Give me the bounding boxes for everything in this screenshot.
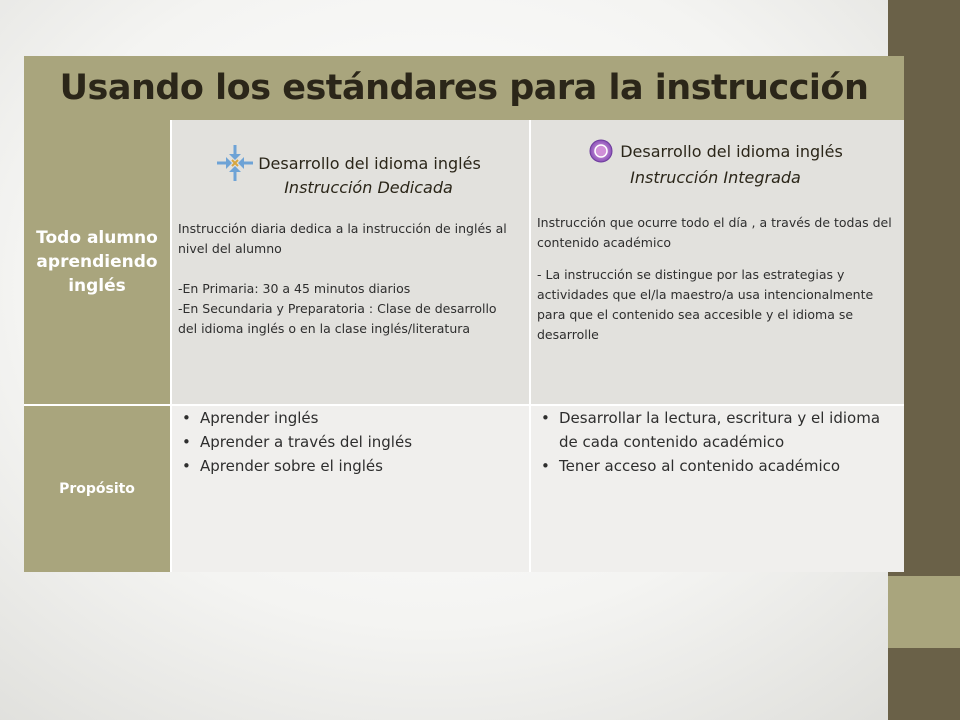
dedicada-heading-line	[178, 144, 519, 182]
integrada-description-cell	[529, 120, 904, 404]
dedicada-purpose-cell	[170, 404, 529, 572]
dedicada-primaria: -En Primaria: 30 a 45 minutos diarios	[178, 281, 411, 296]
standards-table	[24, 56, 904, 572]
dedicada-description-cell	[170, 120, 529, 404]
dedicada-purpose-list	[178, 406, 521, 478]
side-decor-accent	[888, 576, 960, 648]
integrada-detail: - La instrucción se distingue por las estrategias y actividades que el/la maestro/a usa intencionalmente para que el contenido sea accesible y el idioma se desarrolle	[537, 267, 874, 342]
integrada-purpose-list	[537, 406, 894, 478]
row-label-text: Propósito	[59, 481, 135, 497]
integrada-heading: Desarrollo del idioma inglés	[620, 141, 843, 161]
list-item: • Aprender a través del inglés	[200, 430, 521, 454]
row-label-todo-alumno	[24, 120, 170, 404]
list-item: • Aprender sobre el inglés	[200, 454, 521, 478]
integrada-purpose-cell	[529, 404, 904, 572]
slide-title: Usando los estándares para la instrucción	[59, 68, 869, 108]
integrada-subheading: Instrucción Integrada	[630, 168, 801, 187]
ring-icon	[588, 138, 614, 164]
list-item: • Tener acceso al contenido académico	[559, 454, 894, 478]
integrada-description: Instrucción que ocurre todo el día , a través de todas del contenido académico	[537, 215, 892, 250]
title-bar	[24, 56, 904, 120]
dedicada-subheading: Instrucción Dedicada	[284, 178, 453, 197]
dedicada-heading: Desarrollo del idioma inglés	[258, 153, 481, 173]
cross-arrows-icon	[216, 144, 254, 182]
dedicada-secundaria: -En Secundaria y Preparatoria : Clase de desarrollo del idioma inglés o en la clase inglés/literatura	[178, 301, 497, 336]
row-label-text: Todo alumno aprendiendo inglés	[36, 228, 158, 296]
list-item: • Aprender inglés	[200, 406, 521, 430]
dedicada-description: Instrucción diaria dedica a la instrucción de inglés al nivel del alumno	[178, 221, 507, 256]
row-label-proposito	[24, 404, 170, 572]
integrada-heading-line	[537, 138, 894, 164]
list-item: • Desarrollar la lectura, escritura y el idioma de cada contenido académico	[559, 406, 894, 454]
